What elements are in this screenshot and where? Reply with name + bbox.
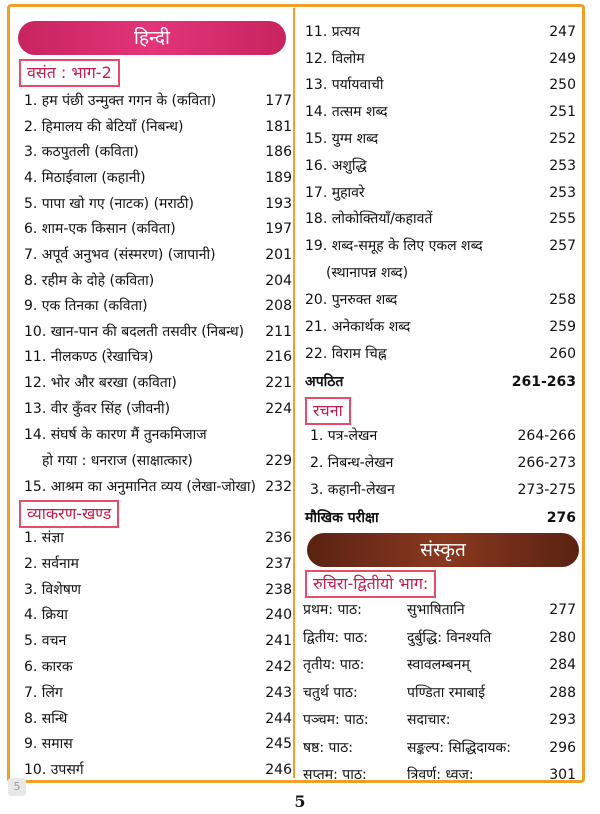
toc-entry-label: 8. रहीम के दोहे (कविता) (24, 273, 155, 289)
toc-entry-label: 13. पर्यायवाची (305, 77, 384, 93)
toc-entry-label: 9. एक तिनका (कविता) (24, 298, 148, 314)
toc-entry-label: 4. मिठाईवाला (कहानी) (24, 170, 146, 186)
sanskrit-lesson-title: पण्डिता रमाबाई (407, 684, 485, 701)
toc-entry-label: 16. अशुद्धि (305, 158, 367, 174)
toc-entry-label: 11. प्रत्यय (305, 24, 360, 40)
corner-mark: 5 (8, 778, 26, 796)
toc-entry-label: 15. युग्म शब्द (305, 131, 379, 147)
sanskrit-lesson-number: षष्ठ: पाठ: (303, 739, 353, 756)
rachna-tag: रचना (305, 397, 351, 425)
apathit-label: अपठित (305, 374, 344, 390)
toc-entry-page: 241 (265, 633, 292, 650)
toc-entry-label: 7. लिंग (24, 684, 63, 701)
hindi-banner: हिन्दी (18, 21, 286, 55)
toc-entry-label: 12. भोर और बरखा (कविता) (24, 375, 177, 391)
toc-entry-label: 7. अपूर्व अनुभव (संस्मरण) (जापानी) (24, 247, 216, 263)
toc-entry-page: 216 (265, 349, 292, 365)
toc-entry-label: 18. लोकोक्तियाँ/कहावतें (305, 211, 433, 227)
sanskrit-lesson-number: प्रथम: पाठ: (303, 602, 362, 618)
toc-entry-label: (स्थानापन्न शब्द) (326, 265, 409, 281)
toc-entry-label: हो गया : धनराज (साक्षात्कार) (42, 453, 193, 469)
toc-entry-page: 246 (265, 762, 292, 779)
toc-entry-page: 236 (265, 530, 292, 546)
toc-entry-page: 232 (265, 479, 292, 495)
toc-entry-page: 253 (549, 185, 576, 201)
toc-entry-label: 11. नीलकण्ठ (रेखाचित्र) (24, 349, 154, 365)
toc-entry-label: 20. पुनरुक्त शब्द (305, 292, 398, 308)
toc-entry-label: 1. पत्र-लेखन (310, 428, 378, 444)
toc-entry-label: 12. विलोम (305, 51, 365, 67)
toc-entry-page: 189 (265, 170, 292, 186)
toc-entry-label: 6. शाम-एक किसान (कविता) (24, 221, 176, 237)
sanskrit-lesson-number: द्वितीय: पाठ: (303, 629, 368, 646)
toc-entry-label: 22. विराम चिह्न (305, 346, 387, 362)
toc-entry-page: 224 (265, 401, 292, 417)
sanskrit-lesson-title: स्वावलम्बनम् (407, 657, 470, 673)
toc-entry-page: 181 (265, 119, 292, 135)
sanskrit-lesson-page: 296 (549, 739, 576, 756)
sanskrit-lesson-title: सुभाषितानि (407, 602, 465, 618)
toc-entry-label: 1. हम पंछी उन्मुक्त गगन के (कविता) (24, 93, 217, 109)
toc-entry-page: 247 (549, 24, 576, 40)
toc-entry-label: 5. वचन (24, 633, 67, 650)
sanskrit-lesson-title: त्रिवर्ण: ध्वज: (407, 767, 474, 783)
sanskrit-banner: संस्कृत (307, 533, 579, 567)
toc-entry-page: 258 (549, 292, 576, 308)
vyakaran-tag: व्याकरण-खण्ड (19, 500, 119, 528)
toc-entry-label: 2. निबन्ध-लेखन (310, 455, 394, 471)
toc-entry-page: 250 (549, 77, 576, 93)
sanskrit-lesson-title: सदाचार: (407, 712, 451, 728)
toc-entry-page: 255 (549, 211, 576, 227)
toc-entry-page: 208 (265, 298, 292, 314)
toc-entry-label: 6. कारक (24, 659, 73, 675)
toc-entry-page: 197 (265, 221, 292, 237)
toc-entry-page: 238 (265, 581, 292, 598)
sanskrit-lesson-number: चतुर्थ पाठ: (303, 684, 358, 701)
vasant-tag: वसंत : भाग-2 (19, 59, 120, 87)
toc-entry-label: 10. खान-पान की बदलती तसवीर (निबन्ध) (24, 324, 245, 340)
toc-entry-page: 243 (265, 684, 292, 701)
toc-entry-label: 14. तत्सम शब्द (305, 104, 388, 120)
toc-entry-label: 2. सर्वनाम (24, 555, 79, 572)
sanskrit-lesson-page: 293 (549, 712, 576, 728)
toc-entry-page: 264-266 (517, 428, 576, 444)
toc-entry-page: 251 (549, 104, 576, 120)
toc-entry-page: 186 (265, 144, 292, 160)
sanskrit-lesson-page: 277 (549, 602, 576, 618)
toc-entry-page: 257 (549, 238, 576, 254)
toc-entry-label: 13. वीर कुँवर सिंह (जीवनी) (24, 401, 171, 417)
toc-entry-page: 221 (265, 375, 292, 391)
ruchira-tag: रुचिरा-द्वितीयो भाग: (305, 570, 436, 598)
toc-entry-label: 21. अनेकार्थक शब्द (305, 319, 411, 335)
toc-entry-page: 273-275 (517, 482, 576, 498)
toc-entry-page: 260 (549, 346, 576, 362)
toc-entry-page: 177 (265, 93, 292, 109)
toc-entry-page: 201 (265, 247, 292, 263)
toc-entry-label: 14. संघर्ष के कारण मैं तुनकमिजाज (24, 427, 207, 443)
toc-entry-page: 259 (549, 319, 576, 335)
toc-entry-label: 2. हिमालय की बेटियाँ (निबन्ध) (24, 119, 184, 135)
toc-entry-label: 3. विशेषण (24, 581, 81, 598)
sanskrit-lesson-number: तृतीय: पाठ: (303, 657, 365, 673)
toc-entry-label: 3. कठपुतली (कविता) (24, 144, 139, 160)
toc-entry-page: 229 (265, 453, 292, 469)
sanskrit-lesson-page: 284 (549, 657, 576, 673)
toc-entry-page: 193 (265, 196, 292, 212)
toc-entry-page: 266-273 (517, 455, 576, 471)
sanskrit-lesson-title: सङ्कल्प: सिद्धिदायक: (407, 739, 512, 756)
sanskrit-lesson-page: 288 (549, 684, 576, 701)
toc-entry-label: 19. शब्द-समूह के लिए एकल शब्द (305, 238, 483, 254)
toc-entry-label: 4. क्रिया (24, 607, 68, 624)
toc-entry-label: 3. कहानी-लेखन (310, 482, 395, 498)
sanskrit-lesson-number: सप्तम: पाठ: (303, 767, 367, 783)
apathit-page: 261-263 (511, 374, 576, 390)
sanskrit-lesson-number: पञ्चम: पाठ: (303, 712, 369, 728)
sanskrit-lesson-page: 301 (549, 767, 576, 783)
toc-entry-page: 242 (265, 659, 292, 675)
toc-entry-page: 240 (265, 607, 292, 624)
toc-entry-page: 211 (265, 324, 292, 340)
maukhik-page: 276 (546, 510, 576, 526)
toc-entry-page: 204 (265, 273, 292, 289)
toc-entry-label: 17. मुहावरे (305, 185, 365, 201)
toc-entry-page: 245 (265, 736, 292, 753)
toc-entry-page: 249 (549, 51, 576, 67)
toc-entry-page: 244 (265, 710, 292, 727)
toc-entry-page: 252 (549, 131, 576, 147)
page-number: 5 (294, 792, 306, 811)
toc-entry-label: 1. संज्ञा (24, 530, 64, 546)
column-divider (293, 8, 295, 778)
toc-entry-page: 253 (549, 158, 576, 174)
toc-entry-label: 15. आश्रम का अनुमानित व्यय (लेखा-जोखा) (24, 479, 256, 495)
toc-entry-label: 10. उपसर्ग (24, 762, 84, 779)
toc-entry-page: 237 (265, 555, 292, 572)
maukhik-label: मौखिक परीक्षा (305, 510, 379, 526)
sanskrit-lesson-page: 280 (549, 629, 576, 646)
toc-entry-label: 8. सन्धि (24, 710, 68, 727)
toc-entry-label: 9. समास (24, 736, 73, 753)
toc-entry-label: 5. पापा खो गए (नाटक) (मराठी) (24, 196, 195, 212)
sanskrit-lesson-title: दुर्बुद्धि: विनश्यति (407, 629, 492, 646)
